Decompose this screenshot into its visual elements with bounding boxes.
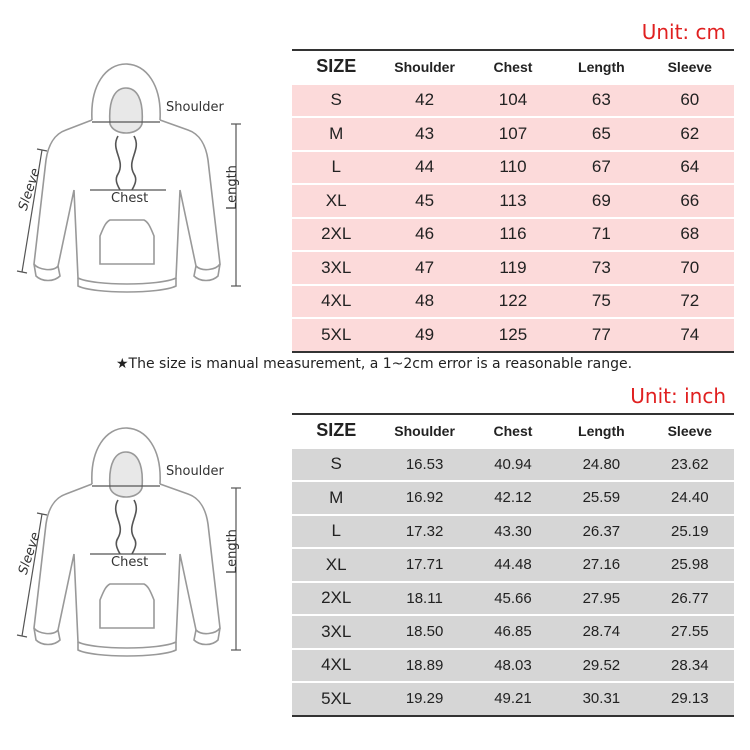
- sleeve-cell: 24.40: [671, 489, 709, 507]
- table-header-row: [292, 50, 734, 84]
- chest-cell: 119: [499, 257, 527, 277]
- table-body-inch: [292, 448, 734, 716]
- size-cell: M: [329, 487, 344, 507]
- size-cell: 2XL: [321, 224, 352, 244]
- size-cell: 4XL: [321, 655, 352, 675]
- sleeve-label: Sleeve: [15, 530, 44, 577]
- size-cell: M: [329, 123, 344, 143]
- chest-label: Chest: [111, 555, 149, 570]
- sleeve-cell: 25.19: [671, 522, 709, 540]
- chest-cell: 113: [499, 190, 527, 210]
- size-cell: 5XL: [321, 324, 352, 344]
- size-cell: S: [330, 90, 342, 110]
- sleeve-cell: 62: [680, 123, 700, 143]
- length-label: Length: [224, 165, 240, 210]
- measurement-note: ★The size is manual measurement, a 1~2cm error is a reasonable range.: [116, 356, 633, 372]
- size-table-cm: [292, 49, 734, 353]
- chest-cell: 116: [499, 224, 527, 244]
- hoodie-measurement-icon: [14, 414, 254, 664]
- header-shoulder: Shoulder: [380, 50, 468, 84]
- chest-cell: 44.48: [494, 556, 532, 574]
- header-length: Length: [557, 414, 645, 448]
- length-cell: 73: [591, 257, 611, 277]
- sleeve-cell: 27.55: [671, 623, 709, 641]
- sleeve-cell: 25.98: [671, 556, 709, 574]
- header-size: SIZE: [292, 414, 380, 448]
- sleeve-cell: 60: [680, 90, 700, 110]
- length-cell: 69: [591, 190, 611, 210]
- hoodie-diagram-cm: [14, 50, 254, 300]
- size-cell: 4XL: [321, 291, 352, 311]
- table-row: [292, 682, 734, 716]
- shoulder-cell: 18.50: [405, 623, 444, 641]
- chest-cell: 107: [498, 123, 528, 143]
- header-chest: Chest: [469, 414, 557, 448]
- chest-cell: 43.30: [494, 522, 532, 540]
- size-cell: S: [330, 454, 342, 474]
- shoulder-cell: 48: [415, 291, 435, 311]
- size-cell: 3XL: [321, 257, 352, 277]
- size-cell: XL: [325, 554, 347, 574]
- length-cell: 63: [591, 90, 611, 110]
- length-cell: 75: [591, 291, 611, 311]
- table-row: [292, 151, 734, 185]
- sleeve-cell: 23.62: [671, 455, 709, 473]
- sleeve-cell: 70: [680, 257, 700, 277]
- size-cell: 2XL: [321, 588, 352, 608]
- table-body-cm: [292, 84, 734, 352]
- chest-cell: 125: [498, 324, 528, 344]
- table-header-row: [292, 414, 734, 448]
- table-row: [292, 448, 734, 482]
- sleeve-cell: 64: [680, 157, 700, 177]
- chest-cell: 104: [498, 90, 528, 110]
- shoulder-cell: 47: [415, 257, 435, 277]
- table-row: [292, 251, 734, 285]
- sleeve-cell: 26.77: [671, 589, 709, 607]
- length-cell: 65: [591, 123, 611, 143]
- chest-cell: 42.12: [494, 489, 532, 507]
- chest-cell: 46.85: [494, 623, 532, 641]
- table-row: [292, 515, 734, 549]
- shoulder-label: Shoulder: [166, 100, 224, 115]
- sleeve-cell: 66: [680, 190, 700, 210]
- table-row: [292, 184, 734, 218]
- shoulder-cell: 45: [415, 190, 435, 210]
- shoulder-cell: 16.92: [405, 489, 444, 507]
- unit-label-inch: Unit: inch: [630, 384, 726, 408]
- length-cell: 30.31: [582, 690, 621, 708]
- chest-cell: 110: [499, 157, 527, 177]
- hoodie-measurement-icon: [14, 50, 254, 300]
- size-cell: L: [331, 521, 341, 541]
- shoulder-cell: 17.32: [405, 522, 444, 540]
- shoulder-cell: 19.29: [405, 690, 444, 708]
- chest-label: Chest: [111, 191, 149, 206]
- shoulder-cell: 17.71: [405, 556, 444, 574]
- sleeve-cell: 29.13: [671, 690, 709, 708]
- header-sleeve: Sleeve: [646, 414, 734, 448]
- table-row: [292, 548, 734, 582]
- table-row: [292, 285, 734, 319]
- table-row: [292, 218, 734, 252]
- length-cell: 28.74: [582, 623, 621, 641]
- shoulder-cell: 42: [415, 90, 435, 110]
- sleeve-label: Sleeve: [15, 166, 44, 213]
- chest-cell: 48.03: [494, 656, 532, 674]
- hoodie-diagram-inch: [14, 414, 254, 664]
- size-cell: XL: [325, 190, 347, 210]
- shoulder-label: Shoulder: [166, 464, 224, 479]
- chest-cell: 40.94: [494, 455, 532, 473]
- chest-cell: 49.21: [494, 690, 532, 708]
- length-cell: 67: [591, 157, 611, 177]
- table-row: [292, 318, 734, 352]
- table-row: [292, 582, 734, 616]
- header-length: Length: [557, 50, 645, 84]
- length-label: Length: [224, 529, 240, 574]
- length-cell: 26.37: [582, 522, 621, 540]
- header-sleeve: Sleeve: [646, 50, 734, 84]
- size-cell: 5XL: [321, 688, 352, 708]
- shoulder-cell: 18.11: [406, 589, 443, 607]
- sleeve-cell: 28.34: [671, 656, 709, 674]
- shoulder-cell: 46: [415, 224, 435, 244]
- sleeve-cell: 74: [680, 324, 700, 344]
- table-row: [292, 117, 734, 151]
- table-row: [292, 481, 734, 515]
- shoulder-cell: 16.53: [405, 455, 444, 473]
- length-cell: 71: [591, 224, 611, 244]
- shoulder-cell: 49: [415, 324, 435, 344]
- length-cell: 27.16: [582, 556, 621, 574]
- chest-cell: 45.66: [494, 589, 532, 607]
- shoulder-cell: 44: [415, 157, 435, 177]
- length-cell: 27.95: [582, 589, 621, 607]
- header-shoulder: Shoulder: [380, 414, 468, 448]
- table-row: [292, 649, 734, 683]
- length-cell: 77: [591, 324, 611, 344]
- header-chest: Chest: [469, 50, 557, 84]
- length-cell: 24.80: [582, 455, 621, 473]
- length-cell: 25.59: [582, 489, 621, 507]
- header-size: SIZE: [292, 50, 380, 84]
- size-cell: L: [331, 157, 341, 177]
- unit-label-cm: Unit: cm: [641, 20, 726, 44]
- table-row: [292, 615, 734, 649]
- length-cell: 29.52: [582, 656, 621, 674]
- sleeve-cell: 68: [680, 224, 700, 244]
- sleeve-cell: 72: [680, 291, 700, 311]
- size-table-inch: [292, 413, 734, 717]
- shoulder-cell: 43: [415, 123, 435, 143]
- table-row: [292, 84, 734, 118]
- chest-cell: 122: [498, 291, 528, 311]
- shoulder-cell: 18.89: [405, 656, 444, 674]
- size-cell: 3XL: [321, 621, 352, 641]
